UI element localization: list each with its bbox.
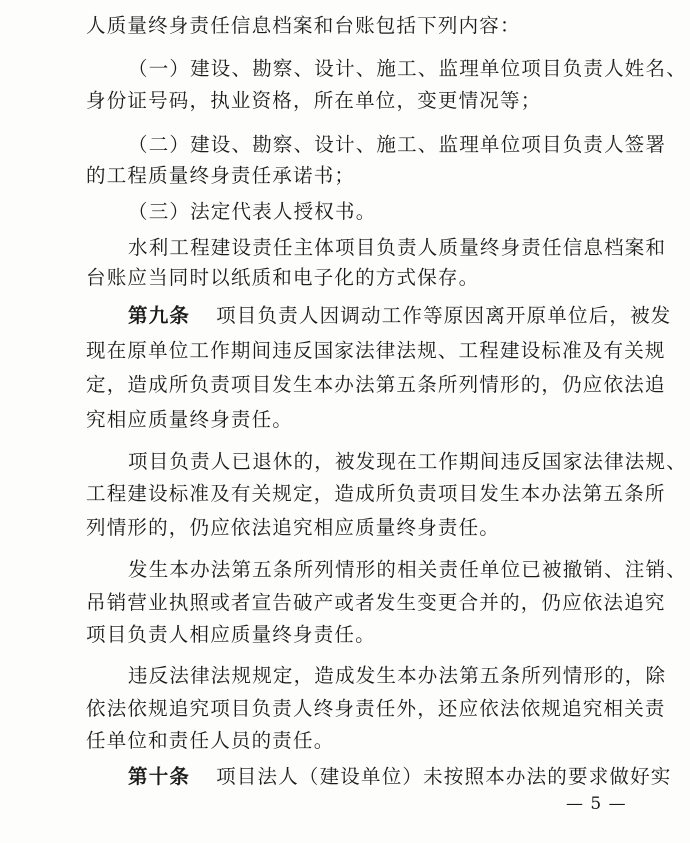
body-line: 吊销营业执照或者宣告破产或者发生变更合并的，仍应依法追究 [86,591,666,614]
body-line: 发生本办法第五条所列情形的相关责任单位已被撤销、注销、 [128,558,687,581]
body-line: 究相应质量终身责任。 [86,408,294,431]
body-line: 违反法律法规规定，造成发生本办法第五条所列情形的，除 [128,664,667,687]
body-line: 人质量终身责任信息档案和台账包括下列内容： [86,14,521,37]
body-line: 列情形的，仍应依法追究相应质量终身责任。 [86,516,501,539]
body-line: 项目法人（建设单位）未按照本办法的要求做好实 [216,765,672,788]
body-line: 工程建设标准及有关规定，造成所负责项目发生本办法第五条所 [86,482,666,505]
body-line: 水利工程建设责任主体项目负责人质量终身责任信息档案和 [128,236,667,259]
body-line: （二）建设、勘察、设计、施工、监理单位项目负责人签署 [128,133,667,156]
body-line: 项目负责人因调动工作等原因离开原单位后，被发 [216,304,672,327]
body-line: 任单位和责任人员的责任。 [86,729,335,752]
article-9-first-line [128,303,672,329]
body-line: 项目负责人相应质量终身责任。 [86,623,376,646]
body-line: 台账应当同时以纸质和电子化的方式保存。 [86,266,480,289]
body-line: 项目负责人已退休的，被发现在工作期间违反国家法律法规、 [128,450,687,473]
body-line: （一）建设、勘察、设计、施工、监理单位项目负责人姓名、 [128,57,687,80]
body-line: 身份证号码，执业资格，所在单位，变更情况等； [86,89,542,112]
body-line: 现在原单位工作期间违反国家法律法规、工程建设标准及有关规 [86,339,666,362]
body-line: 依法依规追究项目负责人终身责任外，还应依法依规追究相关责 [86,697,666,720]
article-9-heading: 第九条 [128,304,191,327]
body-line: 定，造成所负责项目发生本办法第五条所列情形的，仍应依法追 [86,373,666,396]
body-line: （三）法定代表人授权书。 [128,200,377,223]
page-number: — 5 — [566,794,627,814]
body-line: 的工程质量终身责任承诺书； [86,164,356,187]
article-10-heading: 第十条 [128,765,191,788]
article-10-first-line [128,764,672,790]
